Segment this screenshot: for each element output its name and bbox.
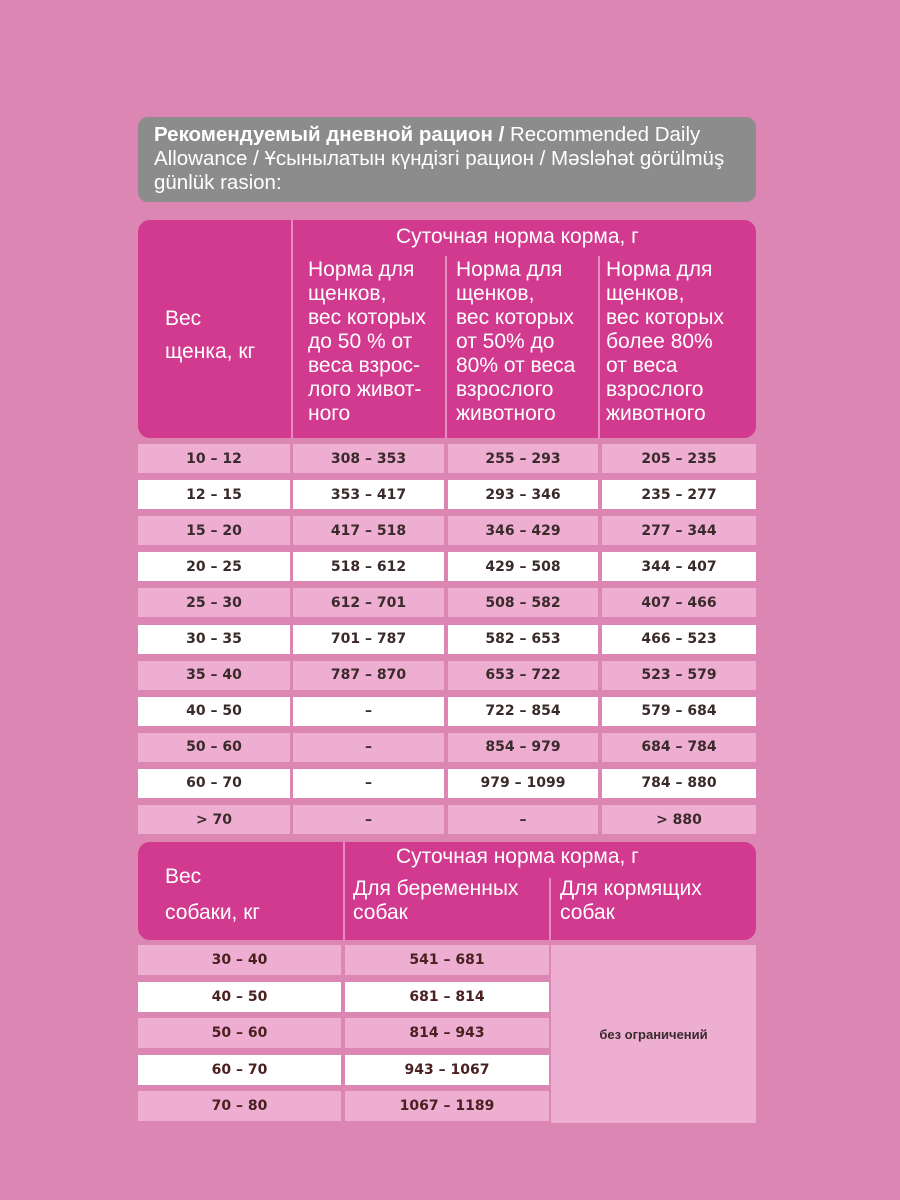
adult-weight-cell: 60 – 70 — [138, 1055, 341, 1085]
adult-weight-cell: 40 – 50 — [138, 982, 341, 1012]
pregnant-norm-cell: 814 – 943 — [345, 1018, 549, 1048]
puppy-norm-cell: 701 – 787 — [293, 625, 444, 654]
title-bold: Рекомендуемый дневной рацион / — [154, 123, 505, 146]
puppy-norm-cell: 518 – 612 — [293, 552, 444, 581]
puppy-col-header-2: Норма для щенков, вес которых от 50% до 80% от веса взрослого животного — [456, 258, 576, 425]
puppy-weight-cell: 25 – 30 — [138, 588, 290, 617]
puppy-norm-cell: 979 – 1099 — [448, 769, 598, 798]
puppy-norm-cell: 787 – 870 — [293, 661, 444, 690]
puppy-norm-cell: 523 – 579 — [602, 661, 756, 690]
divider — [343, 842, 345, 940]
puppy-norm-cell: 684 – 784 — [602, 733, 756, 762]
puppy-norm-cell: 582 – 653 — [448, 625, 598, 654]
puppy-norm-cell: – — [448, 805, 598, 834]
puppy-weight-cell: 35 – 40 — [138, 661, 290, 690]
divider — [445, 256, 447, 438]
puppy-norm-cell: 255 – 293 — [448, 444, 598, 473]
puppy-norm-cell: 508 – 582 — [448, 588, 598, 617]
puppy-norm-cell: – — [293, 697, 444, 726]
puppy-weight-cell: 20 – 25 — [138, 552, 290, 581]
puppy-norm-cell: > 880 — [602, 805, 756, 834]
puppy-norm-cell: 612 – 701 — [293, 588, 444, 617]
title-line3: günlük rasion: — [154, 171, 282, 194]
divider — [291, 220, 293, 438]
puppy-norm-cell: 429 – 508 — [448, 552, 598, 581]
divider — [598, 256, 600, 438]
puppy-weight-cell: 15 – 20 — [138, 516, 290, 545]
puppy-norm-cell: 308 – 353 — [293, 444, 444, 473]
puppy-weight-cell: 10 – 12 — [138, 444, 290, 473]
puppy-norm-cell: 784 – 880 — [602, 769, 756, 798]
puppy-norm-cell: 353 – 417 — [293, 480, 444, 509]
puppy-table-header — [138, 220, 756, 438]
puppy-col-header-3: Норма для щенков, вес которых более 80% от веса взрослого животного — [606, 258, 724, 425]
adult-weight-cell: 30 – 40 — [138, 945, 341, 975]
puppy-weight-header: Вес щенка, кг — [165, 307, 256, 363]
puppy-weight-cell: 40 – 50 — [138, 697, 290, 726]
puppy-weight-cell: 50 – 60 — [138, 733, 290, 762]
puppy-col-header-1: Норма для щенков, вес которых до 50 % от веса взрос- лого живот- ного — [308, 258, 426, 425]
puppy-norm-cell: – — [293, 733, 444, 762]
puppy-weight-cell: > 70 — [138, 805, 290, 834]
adult-weight-header: Вес собаки, кг — [165, 865, 261, 924]
pregnant-norm-cell: 1067 – 1189 — [345, 1091, 549, 1121]
puppy-weight-cell: 30 – 35 — [138, 625, 290, 654]
puppy-norm-cell: 722 – 854 — [448, 697, 598, 726]
adult-table-header — [138, 842, 756, 940]
puppy-norm-cell: 277 – 344 — [602, 516, 756, 545]
puppy-norm-cell: 579 – 684 — [602, 697, 756, 726]
puppy-norm-cell: 417 – 518 — [293, 516, 444, 545]
puppy-norm-cell: – — [293, 805, 444, 834]
puppy-norm-cell: 407 – 466 — [602, 588, 756, 617]
puppy-norm-cell: 466 – 523 — [602, 625, 756, 654]
adult-weight-cell: 50 – 60 — [138, 1018, 341, 1048]
title-line2: Allowance / Ұсынылатын күндізгі рацион / Məsləhət görülmüş — [154, 147, 725, 170]
puppy-norm-cell: 854 – 979 — [448, 733, 598, 762]
puppy-norm-cell: 346 – 429 — [448, 516, 598, 545]
puppy-norm-cell: 293 – 346 — [448, 480, 598, 509]
nursing-value: без ограничений — [551, 945, 756, 1123]
divider — [549, 878, 551, 940]
pregnant-norm-cell: 541 – 681 — [345, 945, 549, 975]
puppy-norm-cell: 344 – 407 — [602, 552, 756, 581]
adult-group-header: Суточная норма корма, г — [396, 845, 639, 868]
puppy-weight-cell: 60 – 70 — [138, 769, 290, 798]
puppy-norm-cell: 205 – 235 — [602, 444, 756, 473]
pregnant-norm-cell: 943 – 1067 — [345, 1055, 549, 1085]
puppy-weight-cell: 12 – 15 — [138, 480, 290, 509]
adult-weight-cell: 70 – 80 — [138, 1091, 341, 1121]
puppy-group-header: Суточная норма корма, г — [396, 225, 639, 248]
title-rest: Recommended Daily — [504, 123, 701, 146]
pregnant-col-header: Для беременных собак — [353, 877, 519, 924]
puppy-norm-cell: 235 – 277 — [602, 480, 756, 509]
pregnant-norm-cell: 681 – 814 — [345, 982, 549, 1012]
title-box — [138, 117, 756, 202]
puppy-norm-cell: 653 – 722 — [448, 661, 598, 690]
puppy-norm-cell: – — [293, 769, 444, 798]
nursing-col-header: Для кормящих собак — [560, 877, 702, 924]
